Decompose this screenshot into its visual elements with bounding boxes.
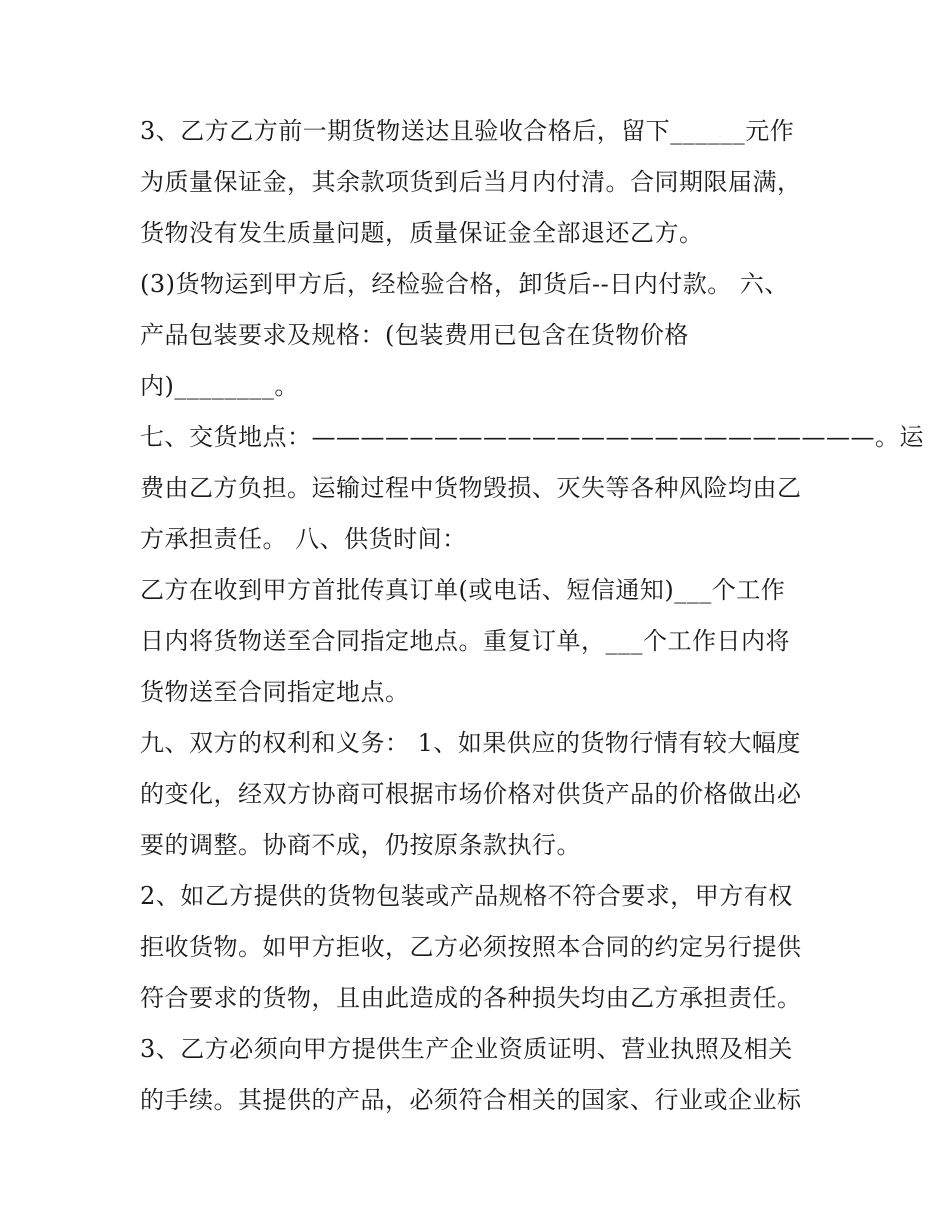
text-line: 产品包装要求及规格：(包装费用已包含在货物价格 (140, 321, 689, 349)
text-line: 的手续。其提供的产品，必须符合相关的国家、行业或企业标 (140, 1086, 802, 1114)
text-line: 日内将货物送至合同指定地点。重复订单，___个工作日内将 (140, 627, 790, 655)
text-line: (3)货物运到甲方后，经检验合格，卸货后--日内付款。 六、 (140, 270, 789, 298)
text-line: 2、如乙方提供的货物包装或产品规格不符合要求，甲方有权 (140, 882, 793, 910)
text-line: 符合要求的货物，且由此造成的各种损失均由乙方承担责任。 (140, 984, 802, 1012)
text-line: 的变化，经双方协商可根据市场价格对供货产品的价格做出必 (140, 780, 802, 808)
document-body (140, 106, 924, 1126)
text-line: 九、双方的权利和义务： 1、如果供应的货物行情有较大幅度 (140, 729, 801, 757)
text-line: 七、交货地点：———————————————————————。运 (140, 423, 924, 451)
text-line: 方承担责任。 八、供货时间： (140, 525, 467, 553)
text-line: 3、乙方必须向甲方提供生产企业资质证明、营业执照及相关 (140, 1035, 793, 1063)
text-line: 拒收货物。如甲方拒收，乙方必须按照本合同的约定另行提供 (140, 933, 802, 961)
text-line: 货物没有发生质量问题，质量保证金全部退还乙方。 (140, 219, 704, 247)
text-line: 费由乙方负担。运输过程中货物毁损、灭失等各种风险均由乙 (140, 474, 802, 502)
text-line: 要的调整。协商不成，仍按原条款执行。 (140, 831, 581, 859)
text-line: 为质量保证金，其余款项货到后当月内付清。合同期限届满， (140, 168, 802, 196)
text-line: 3、乙方乙方前一期货物送达且验收合格后，留下______元作 (140, 117, 795, 145)
text-line: 乙方在收到甲方首批传真订单(或电话、短信通知)___个工作 (140, 576, 786, 604)
text-line: 货物送至合同指定地点。 (140, 678, 410, 706)
text-line: 内)________。 (140, 372, 299, 400)
